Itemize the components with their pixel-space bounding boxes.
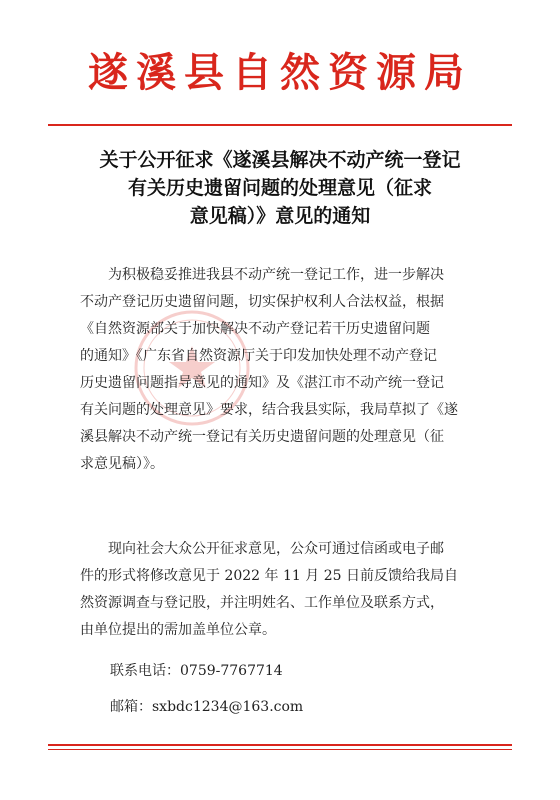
footer-red-rule (48, 744, 512, 746)
paragraph-feedback-request (80, 536, 492, 644)
footer-red-rule-thin (48, 749, 512, 750)
notice-title-line: 意见稿）》意见的通知 (189, 205, 371, 227)
notice-title (60, 146, 500, 230)
paragraph-line: 然资源调查与登记股，并注明姓名、工作单位及联系方式， (80, 595, 444, 611)
paragraph-line: 溪县解决不动产统一登记有关历史遗留问题的处理意见（征 (80, 429, 444, 445)
paragraph-line: 现向社会大众公开征求意见，公众可通过信函或电子邮 (80, 541, 444, 557)
paragraph-line: 的通知》《广东省自然资源厅关于印发加快处理不动产登记 (80, 348, 437, 364)
paragraph-line: 件的形式将修改意见于 2022 年 11 月 25 日前反馈给我局自 (80, 568, 458, 584)
paragraph-line: 有关问题的处理意见》要求，结合我县实际，我局草拟了《遂 (80, 402, 458, 418)
paragraph-background (80, 262, 492, 478)
paragraph-line: 为积极稳妥推进我县不动产统一登记工作，进一步解决 (80, 267, 444, 283)
contact-email[interactable]: 邮箱：sxbdc1234@163.com (110, 699, 304, 715)
paragraph-line: 求意见稿）》。 (80, 456, 164, 472)
paragraph-line: 《自然资源部关于加快解决不动产登记若干历史遗留问题 (80, 321, 430, 337)
notice-title-line: 关于公开征求《遂溪县解决不动产统一登记 (99, 149, 461, 171)
paragraph-line: 由单位提出的需加盖单位公章。 (80, 622, 276, 638)
issuing-organization-name: 遂溪县自然资源局 (88, 49, 472, 96)
notice-title-line: 有关历史遗留问题的处理意见（征求 (127, 177, 432, 199)
contact-phone: 联系电话：0759-7767714 (110, 663, 283, 679)
paragraph-line: 历史遗留问题指导意见的通知》及《湛江市不动产统一登记 (80, 375, 444, 391)
paragraph-line: 不动产登记历史遗留问题，切实保护权利人合法权益，根据 (80, 294, 444, 310)
header-red-rule (48, 124, 512, 126)
